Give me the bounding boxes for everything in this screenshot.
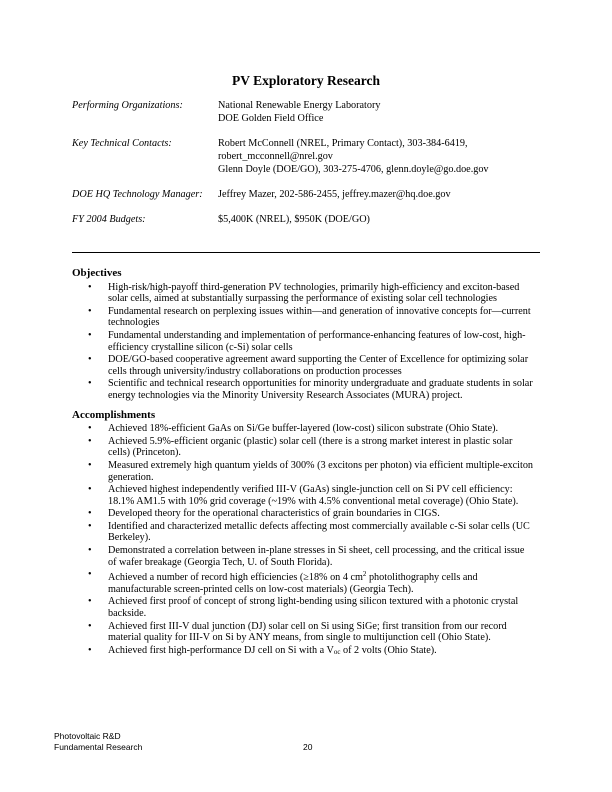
list-item <box>72 545 542 568</box>
info-value <box>218 99 542 125</box>
bullet-icon: • <box>88 459 92 471</box>
list-item <box>72 521 542 544</box>
info-line: Robert McConnell (NREL, Primary Contact), 303-384-6419, <box>218 138 468 149</box>
footer-line-section: Fundamental Research <box>54 741 143 752</box>
page-number: 20 <box>303 741 313 752</box>
page-footer <box>54 731 554 752</box>
list-item <box>72 621 542 644</box>
list-item <box>72 354 542 377</box>
info-row-budgets <box>72 213 542 226</box>
text-segment: photolithography cells and manufacturable screen-printed cells on low-cost materials) (Georgia Tech). <box>108 572 478 595</box>
objectives-list <box>72 282 542 402</box>
list-item-text: Fundamental understanding and implementation of performance-enhancing features of low-cost, high-efficiency crystalline silicon (c-Si) solar cells <box>108 329 526 353</box>
list-item-text: Achieved 18%-efficient GaAs on Si/Ge buffer-layered (low-cost) silicon substrate (Ohio State). <box>108 423 499 435</box>
list-item <box>72 436 542 459</box>
bullet-icon: • <box>88 620 92 632</box>
info-row-contacts <box>72 137 542 176</box>
bullet-icon: • <box>88 520 92 532</box>
bullet-icon: • <box>88 281 92 293</box>
info-label: Performing Organizations: <box>72 100 183 111</box>
bullet-icon: • <box>88 484 92 496</box>
objectives-heading: Objectives <box>72 267 122 279</box>
list-item <box>72 282 542 305</box>
info-line: DOE Golden Field Office <box>218 113 324 124</box>
bullet-icon: • <box>88 644 92 656</box>
list-item-text: DOE/GO-based cooperative agreement award supporting the Center of Excellence for optimizing solar cells through university/industry collaborations on production processes <box>108 354 529 377</box>
list-item <box>72 330 542 353</box>
list-item <box>72 423 542 435</box>
info-value <box>218 137 542 176</box>
bullet-icon: • <box>88 378 92 390</box>
list-item-text: Achieved highest independently verified III-V (GaAs) single-junction cell on Si PV cell efficiency: 18.1% AM1.5 with 10% grid coverage (~19% with 4.5% conventional metal coverage) (Ohio State). <box>108 484 519 507</box>
info-value <box>218 213 542 226</box>
bullet-icon: • <box>88 329 92 341</box>
list-item-text: Measured extremely high quantum yields of 300% (3 excitons per photon) via efficient multiple-exciton generation. <box>108 459 534 483</box>
text-segment: Achieved a number of record high efficiencies (≥18% on 4 cm <box>108 572 363 584</box>
info-line: robert_mcconnell@nrel.gov <box>218 151 333 162</box>
info-row-organizations <box>72 99 542 125</box>
bullet-icon: • <box>88 423 92 435</box>
bullet-icon: • <box>88 354 92 366</box>
info-value <box>218 188 542 201</box>
info-line: Glenn Doyle (DOE/GO), 303-275-4706, glenn.doyle@go.doe.gov <box>218 164 489 175</box>
bullet-icon: • <box>88 569 92 581</box>
list-item-text <box>108 645 437 656</box>
text-segment: Achieved first high-performance DJ cell on Si with a V <box>108 644 334 656</box>
info-label: Key Technical Contacts: <box>72 138 172 149</box>
footer-line-program: Photovoltaic R&D <box>54 731 121 741</box>
info-label: FY 2004 Budgets: <box>72 214 146 225</box>
list-item-text: Identified and characterized metallic defects affecting most commercially available c-Si solar cells (UC Berkeley). <box>108 520 530 544</box>
text-segment: of 2 volts (Ohio State). <box>340 644 437 656</box>
list-item-text: Fundamental research on perplexing issues within—and generation of innovative concepts for—current technologies <box>108 305 531 329</box>
info-row-manager <box>72 188 542 201</box>
list-item-text: Scientific and technical research opportunities for minority undergraduate and graduate students in solar energy technologies via the Minority University Research Associates (MURA) project. <box>108 378 533 401</box>
list-item <box>72 306 542 329</box>
main-content <box>72 268 542 666</box>
bullet-icon: • <box>88 508 92 520</box>
accomplishments-list <box>72 423 542 658</box>
bullet-icon: • <box>88 545 92 557</box>
list-item-text: Achieved 5.9%-efficient organic (plastic) solar cell (there is a strong market interest in plastic solar cells) (Princeton). <box>108 435 513 459</box>
list-item <box>72 460 542 483</box>
info-label: DOE HQ Technology Manager: <box>72 189 203 200</box>
list-item <box>72 645 542 659</box>
list-item-text <box>108 572 478 595</box>
subscript: oc <box>333 647 341 656</box>
bullet-icon: • <box>88 596 92 608</box>
section-divider <box>72 252 540 253</box>
info-line: National Renewable Energy Laboratory <box>218 100 381 111</box>
list-item <box>72 484 542 507</box>
list-item-text: Demonstrated a correlation between in-plane stresses in Si sheet, cell processing, and the critical issue of wafer breakage (Georgia Tech, U. of South Florida). <box>108 545 525 568</box>
accomplishments-heading: Accomplishments <box>72 408 156 421</box>
project-info <box>72 99 542 238</box>
list-item-text: High-risk/high-payoff third-generation PV technologies, primarily high-efficiency and exciton-based solar cells, aimed at substantially surpassing the performance of existing solar cell technologies <box>108 281 520 305</box>
list-item <box>72 569 542 595</box>
list-item <box>72 508 542 520</box>
superscript: 2 <box>362 570 367 579</box>
list-item-text: Achieved first III-V dual junction (DJ) solar cell on Si using SiGe; first transition from our record material quality for III-V on Si by ANY means, from single to multijunction cell (Ohio State). <box>108 620 507 644</box>
list-item-text: Achieved first proof of concept of strong light-bending using silicon textured with a photonic crystal backside. <box>108 596 519 620</box>
info-line: $5,400K (NREL), $950K (DOE/GO) <box>218 214 370 225</box>
list-item <box>72 378 542 401</box>
page-title: PV Exploratory Research <box>232 73 380 88</box>
bullet-icon: • <box>88 435 92 447</box>
bullet-icon: • <box>88 305 92 317</box>
list-item-text: Developed theory for the operational characteristics of grain boundaries in CIGS. <box>108 508 440 520</box>
info-line: Jeffrey Mazer, 202-586-2455, jeffrey.mazer@hq.doe.gov <box>218 189 451 200</box>
list-item <box>72 596 542 619</box>
